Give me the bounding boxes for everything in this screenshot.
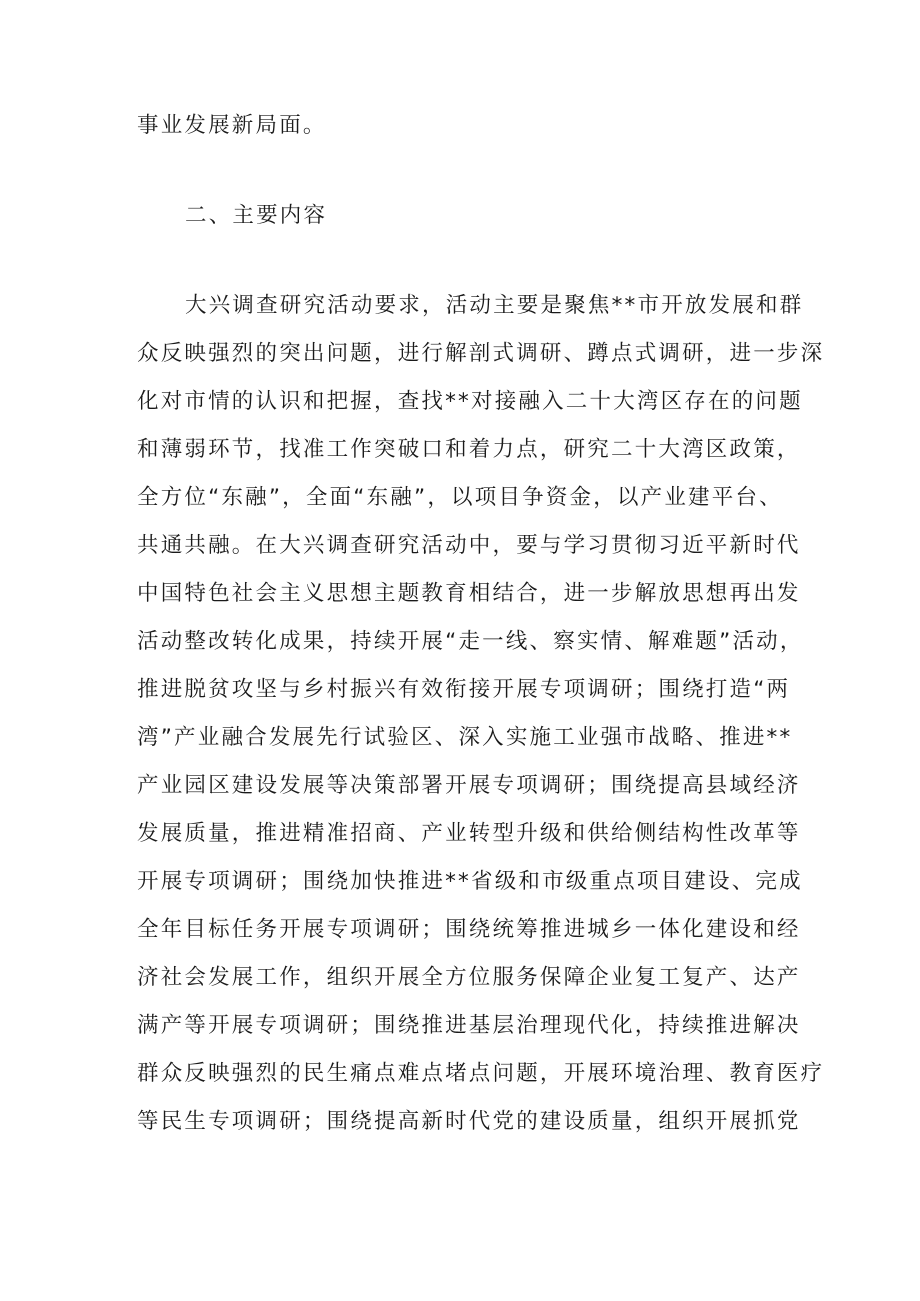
text-line-5: 化对市情的认识和把握，查找**对接融入二十大湾区存在的问题 bbox=[137, 389, 803, 414]
text-line-14: 发展质量，推进精准招商、产业转型升级和供给侧结构性改革等 bbox=[137, 821, 801, 846]
text-line-13: 产业园区建设发展等决策部署开展专项调研；围绕提高县域经济 bbox=[137, 773, 801, 798]
text-line-3: 大兴调查研究活动要求，活动主要是聚焦**市开放发展和群 bbox=[185, 293, 804, 318]
text-line-7: 全方位“东融”，全面“东融”，以项目争资金，以产业建平台、 bbox=[137, 485, 783, 510]
text-line-15: 开展专项调研；围绕加快推进**省级和市级重点项目建设、完成 bbox=[137, 869, 803, 894]
text-line-17: 济社会发展工作，组织开展全方位服务保障企业复工复产、达产 bbox=[137, 965, 801, 990]
section-heading: 二、主要内容 bbox=[185, 203, 328, 228]
text-line-19: 群众反映强烈的民生痛点难点堵点问题，开展环境治理、教育医疗 bbox=[137, 1061, 825, 1086]
text-line-12: 湾”产业融合发展先行试验区、深入实施工业强市战略、推进** bbox=[137, 725, 793, 750]
text-line-1: 事业发展新局面。 bbox=[137, 113, 327, 138]
text-line-10: 活动整改转化成果，持续开展“走一线、察实情、解难题”活动， bbox=[137, 629, 804, 654]
text-line-18: 满产等开展专项调研；围绕推进基层治理现代化，持续推进解决 bbox=[137, 1013, 801, 1038]
text-line-20: 等民生专项调研；围绕提高新时代党的建设质量，组织开展抓党 bbox=[137, 1109, 801, 1134]
text-line-8: 共通共融。在大兴调查研究活动中，要与学习贯彻习近平新时代 bbox=[137, 533, 801, 558]
text-line-9: 中国特色社会主义思想主题教育相结合，进一步解放思想再出发 bbox=[137, 581, 801, 606]
text-line-4: 众反映强烈的突出问题，进行解剖式调研、蹲点式调研，进一步深 bbox=[137, 341, 825, 366]
text-line-11: 推进脱贫攻坚与乡村振兴有效衔接开展专项调研；围绕打造“两 bbox=[137, 677, 791, 702]
text-line-6: 和薄弱环节，找准工作突破口和着力点，研究二十大湾区政策， bbox=[137, 437, 801, 462]
text-line-16: 全年目标任务开展专项调研；围绕统筹推进城乡一体化建设和经 bbox=[137, 917, 801, 942]
